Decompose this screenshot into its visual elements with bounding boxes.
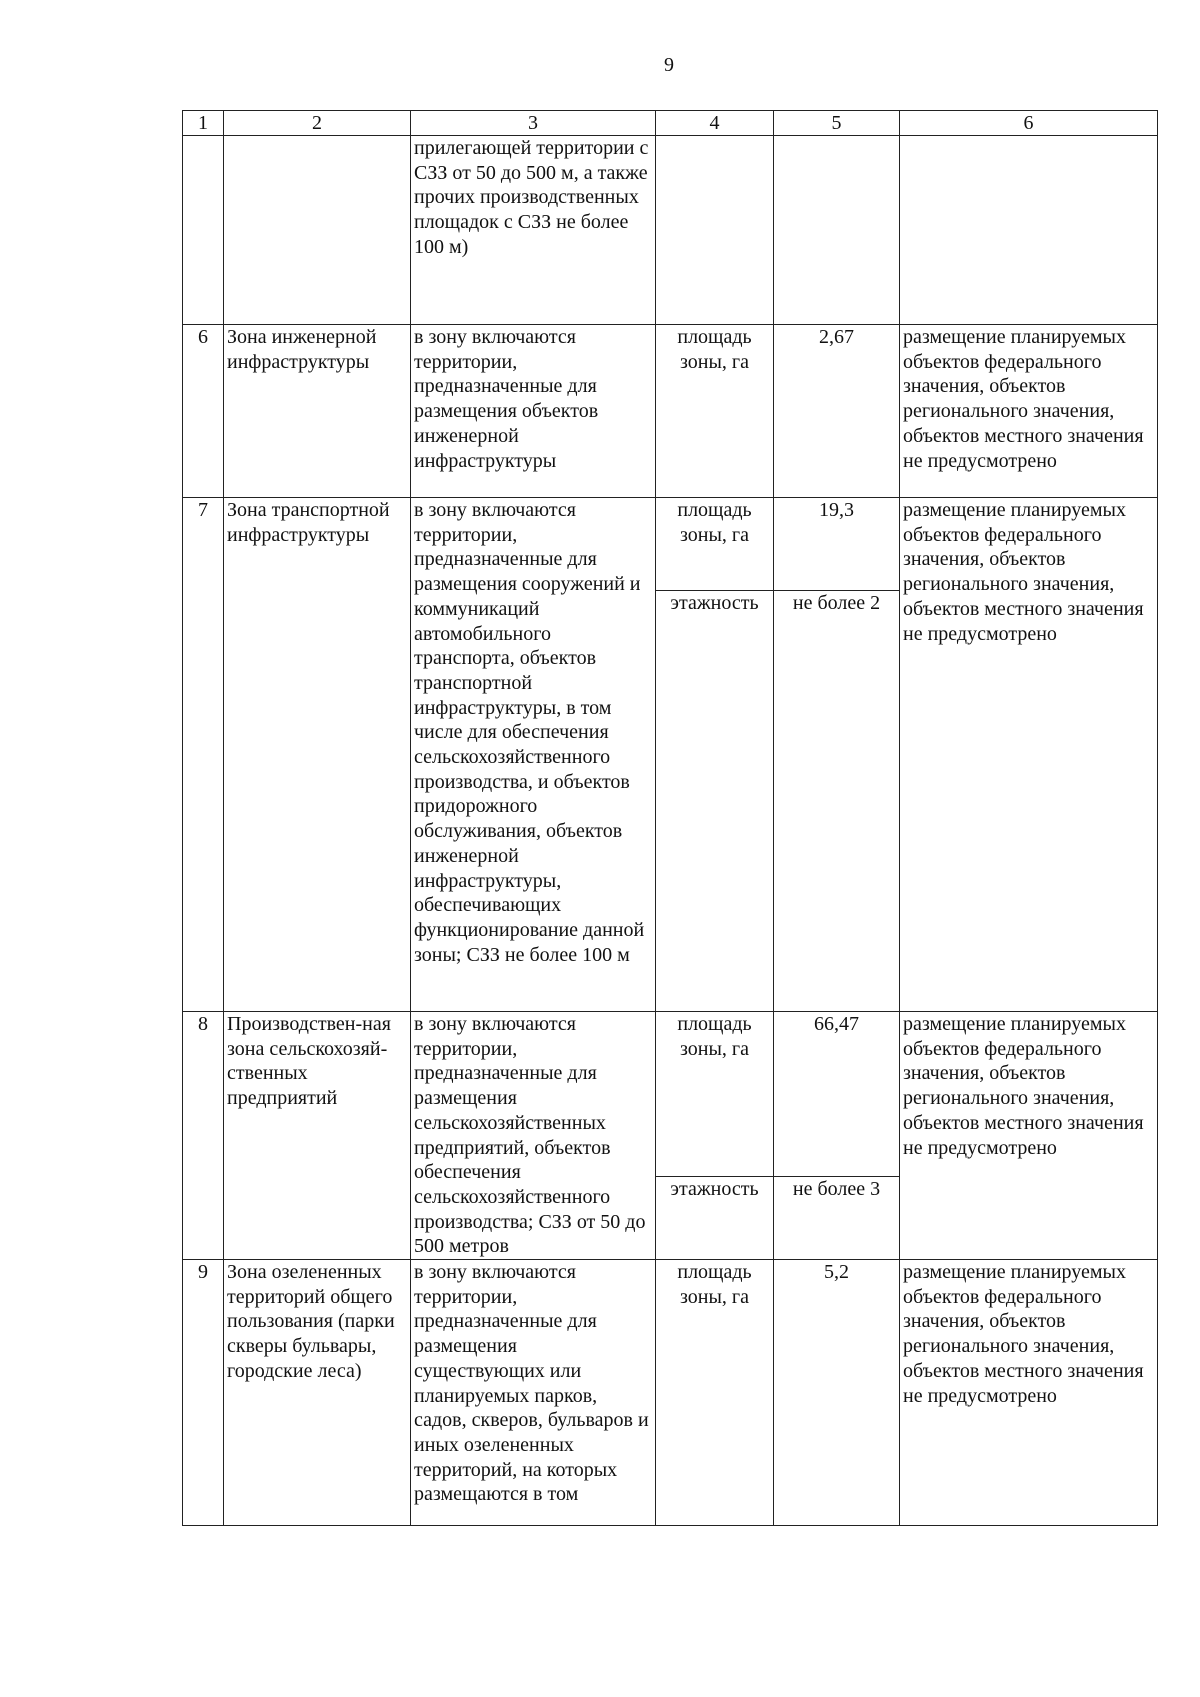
column-header: 1 [183, 111, 224, 136]
cell-description: в зону включаются территории, предназначенные для размещения существующих или планируемых парков, садов, скверов, бульваров и иных озелененных территорий, на которых размещаются в том [411, 1260, 656, 1526]
cell-param: площадь зоны, га [656, 1012, 774, 1177]
cell-name: Производствен-ная зона сельскохозяй-ственных предприятий [224, 1012, 411, 1260]
column-header: 4 [656, 111, 774, 136]
cell-num [183, 136, 224, 325]
cell-note: размещение планируемых объектов федерального значения, объектов регионального значения, объектов местного значения не предусмотрено [900, 1260, 1158, 1526]
cell-param: площадь зоны, га [656, 498, 774, 591]
cell-name: Зона озелененных территорий общего пользования (парки скверы бульвары, городские леса) [224, 1260, 411, 1526]
cell-param: площадь зоны, га [656, 325, 774, 498]
table-row [183, 1012, 1158, 1177]
cell-name [224, 136, 411, 325]
column-header: 5 [774, 111, 900, 136]
table-row-continuation [183, 136, 1158, 325]
cell-value [774, 136, 900, 325]
table-row [183, 498, 1158, 591]
cell-value: 5,2 [774, 1260, 900, 1526]
page-number: 9 [664, 54, 674, 76]
table-row [183, 325, 1158, 498]
cell-description: в зону включаются территории, предназначенные для размещения сооружений и коммуникаций автомобильного транспорта, объектов транспортной инфраструктуры, в том числе для обеспечения сельскохозяйственного производства, и объектов придорожного обслуживания, объектов инженерной инфраструктуры, обеспечивающих функционирование данной зоны; СЗЗ не более 100 м [411, 498, 656, 1012]
cell-num: 6 [183, 325, 224, 498]
cell-value: 2,67 [774, 325, 900, 498]
cell-note: размещение планируемых объектов федерального значения, объектов регионального значения, объектов местного значения не предусмотрено [900, 325, 1158, 498]
cell-num: 7 [183, 498, 224, 1012]
cell-value: не более 3 [774, 1176, 900, 1259]
cell-description: в зону включаются территории, предназначенные для размещения сельскохозяйственных предприятий, объектов обеспечения сельскохозяйственного производства; СЗЗ от 50 до 500 метров [411, 1012, 656, 1260]
column-header: 2 [224, 111, 411, 136]
zones-table [182, 110, 1158, 1526]
cell-name: Зона инженерной инфраструктуры [224, 325, 411, 498]
cell-name: Зона транспортной инфраструктуры [224, 498, 411, 1012]
cell-value: 19,3 [774, 498, 900, 591]
cell-param: площадь зоны, га [656, 1260, 774, 1526]
cell-param [656, 136, 774, 325]
cell-param: этажность [656, 591, 774, 1012]
table-row [183, 1260, 1158, 1526]
cell-num: 8 [183, 1012, 224, 1260]
column-header: 3 [411, 111, 656, 136]
cell-note: размещение планируемых объектов федерального значения, объектов регионального значения, объектов местного значения не предусмотрено [900, 498, 1158, 1012]
cell-description: прилегающей территории с СЗЗ от 50 до 500 м, а также прочих производственных площадок с СЗЗ не более 100 м) [411, 136, 656, 325]
cell-value: 66,47 [774, 1012, 900, 1177]
column-header: 6 [900, 111, 1158, 136]
cell-note: размещение планируемых объектов федерального значения, объектов регионального значения, объектов местного значения не предусмотрено [900, 1012, 1158, 1260]
header-row [183, 111, 1158, 136]
cell-value: не более 2 [774, 591, 900, 1012]
cell-description: в зону включаются территории, предназначенные для размещения объектов инженерной инфраструктуры [411, 325, 656, 498]
cell-param: этажность [656, 1176, 774, 1259]
cell-note [900, 136, 1158, 325]
cell-num: 9 [183, 1260, 224, 1526]
